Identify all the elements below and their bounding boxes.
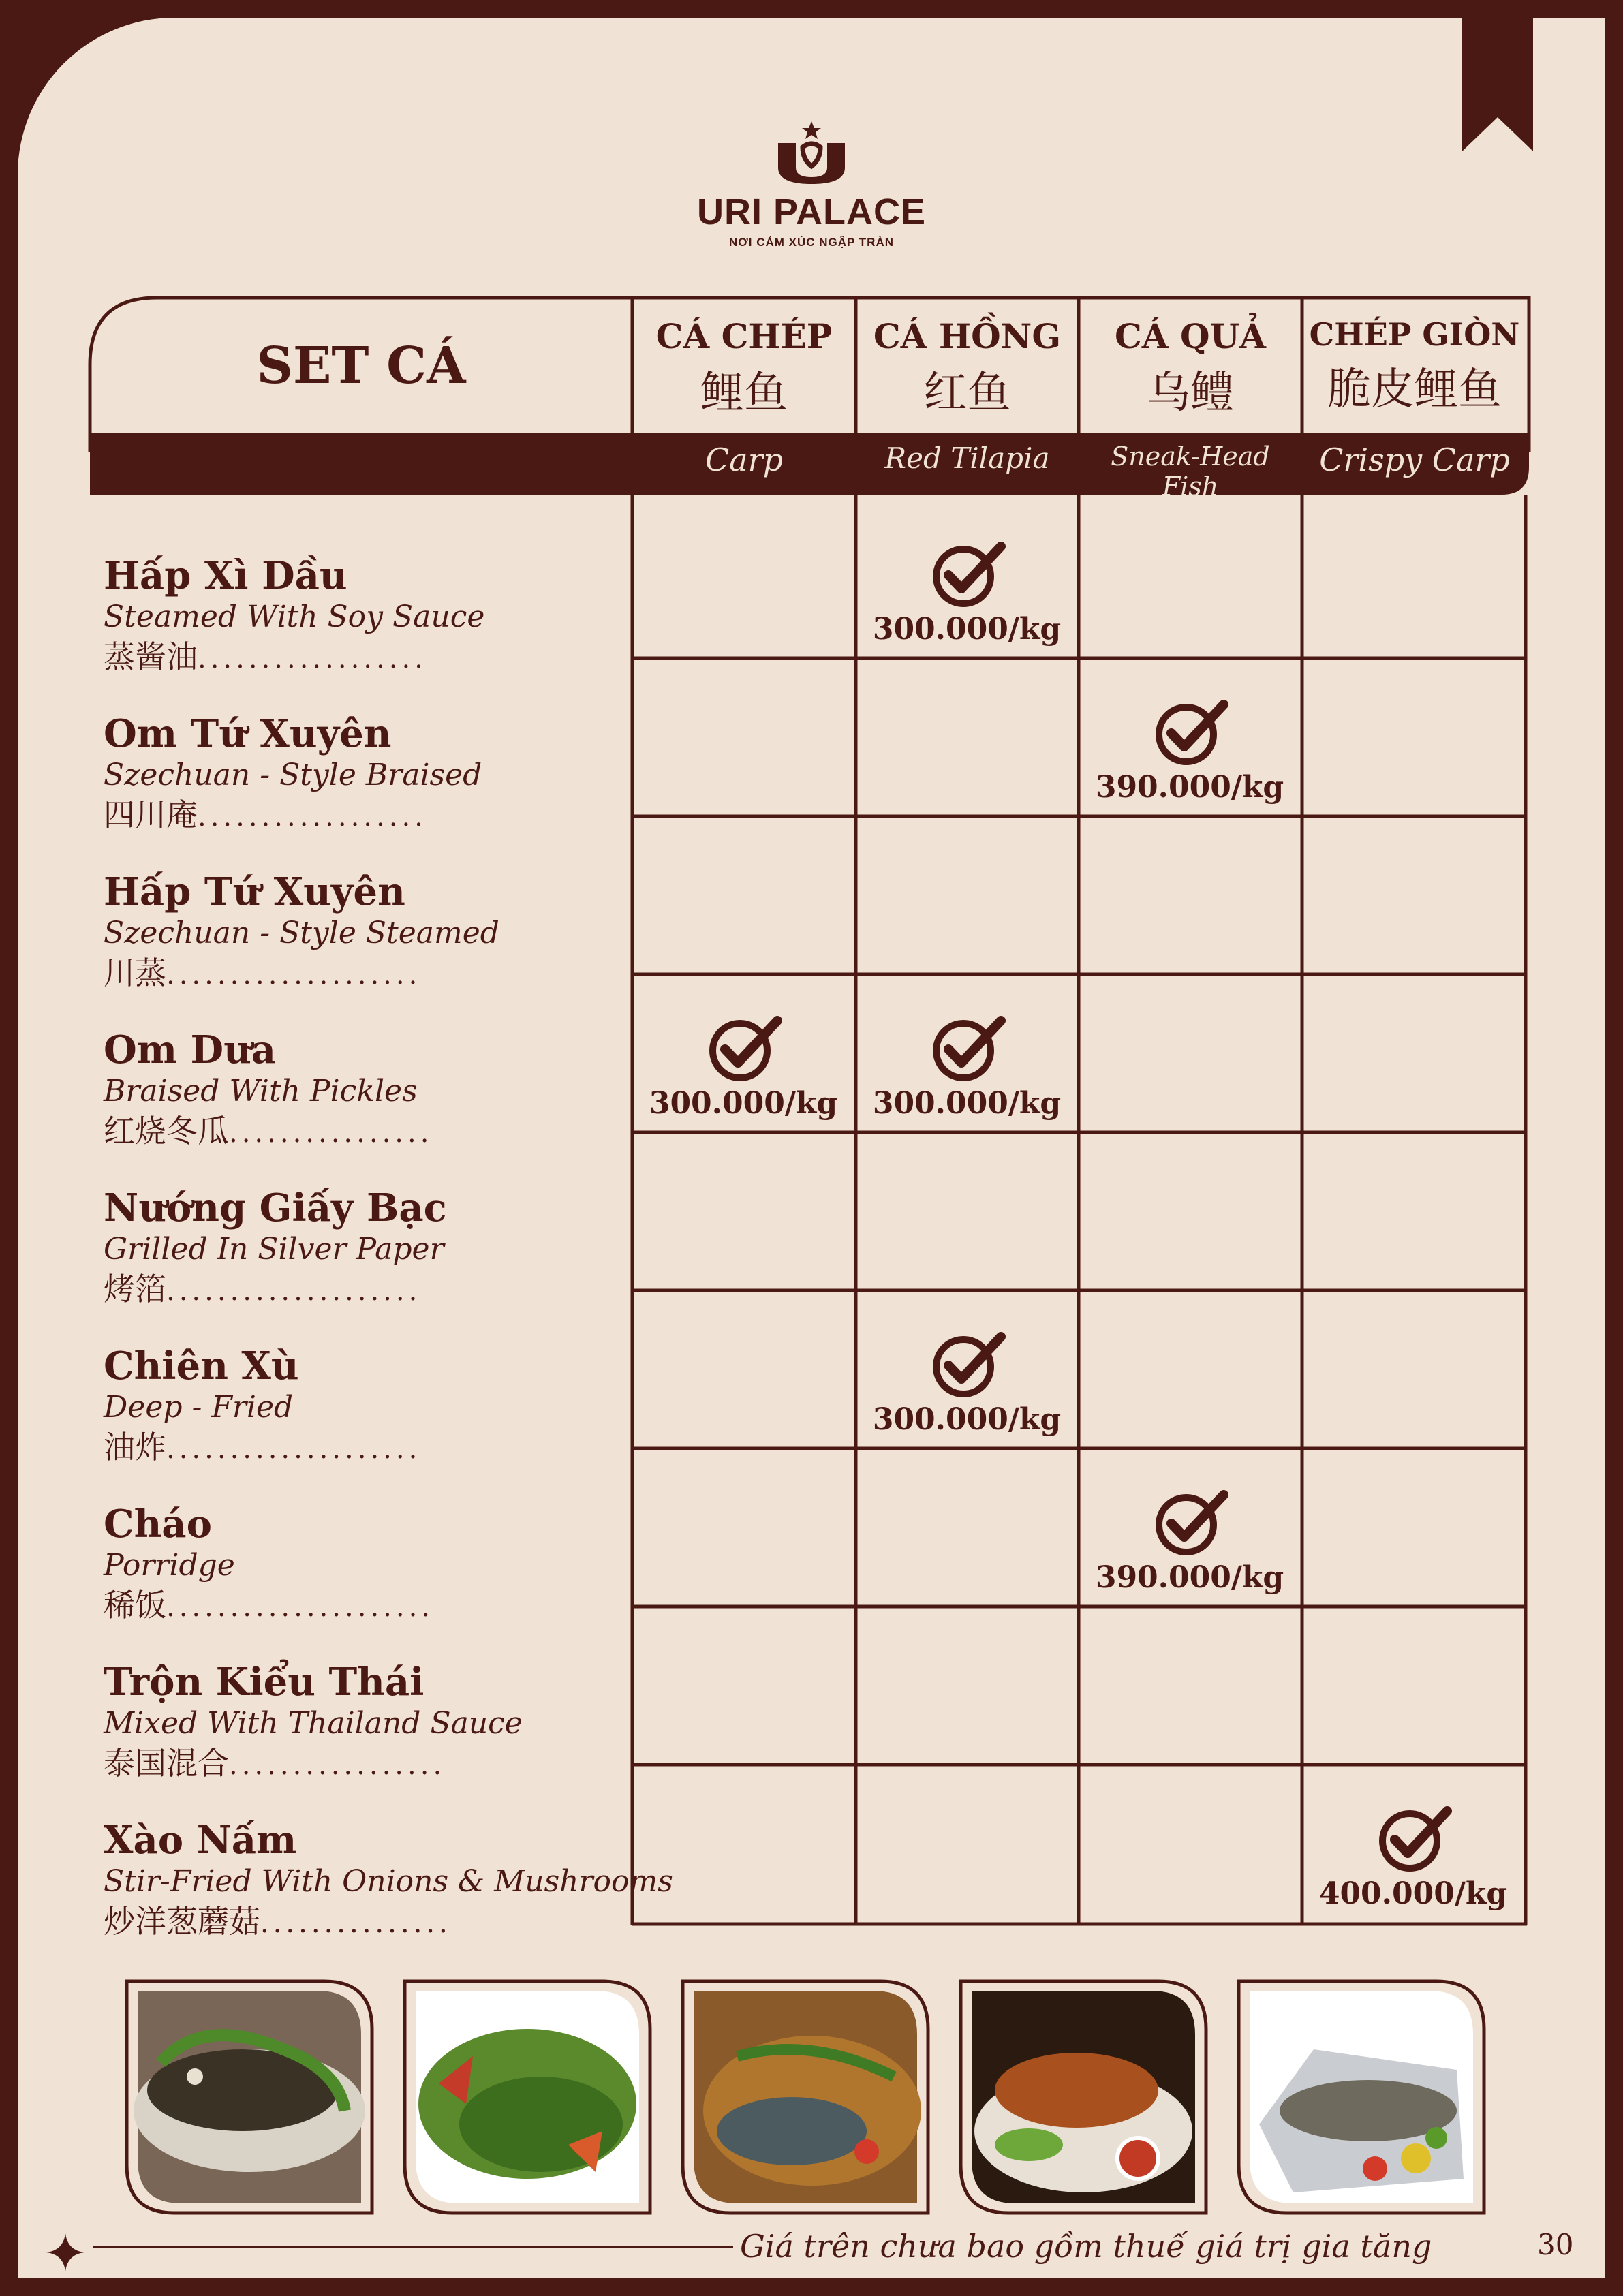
check-icon xyxy=(702,1015,784,1083)
column-cn-label: 乌鳢 xyxy=(1147,368,1234,418)
column-header-carp xyxy=(632,316,856,420)
dish-row xyxy=(104,553,642,679)
column-en-label: Red Tilapia xyxy=(884,441,1050,475)
dish-row xyxy=(104,1185,642,1312)
column-vn-label: CÁ CHÉP xyxy=(655,316,833,356)
price-label: 300.000/kg xyxy=(872,612,1062,647)
page-title: SET CÁ xyxy=(256,337,466,395)
dish-name-cn: 稀饭..................... xyxy=(104,1587,435,1624)
dish-name-en: Szechuan - Style Steamed xyxy=(104,916,499,950)
column-cn-label: 鲤鱼 xyxy=(700,368,788,418)
dish-row xyxy=(104,869,642,995)
dish-name-en: Mixed With Thailand Sauce xyxy=(104,1706,523,1741)
food-photo-foil-fish xyxy=(1232,1974,1491,2220)
column-vn-label: CÁ QUẢ xyxy=(1115,316,1266,356)
column-vn-label: CHÉP GIÒN xyxy=(1309,316,1520,353)
price-cell xyxy=(1079,1489,1301,1595)
column-cn-label: 脆皮鲤鱼 xyxy=(1327,364,1502,415)
dish-name-en: Grilled In Silver Paper xyxy=(104,1232,444,1267)
dish-name-vn: Om Dưa xyxy=(104,1027,277,1072)
dish-row xyxy=(104,1344,642,1470)
price-label: 390.000/kg xyxy=(1095,1560,1284,1595)
food-photo-steamed-carp xyxy=(120,1974,379,2220)
dish-row xyxy=(104,1027,642,1153)
check-icon xyxy=(1372,1805,1454,1874)
dish-name-vn: Trộn Kiểu Thái xyxy=(104,1660,424,1705)
price-label: 300.000/kg xyxy=(872,1402,1062,1437)
dish-name-cn: 烤箔.................... xyxy=(104,1271,422,1307)
check-icon xyxy=(926,1331,1008,1399)
sparkle-icon xyxy=(46,2233,84,2271)
price-label: 400.000/kg xyxy=(1318,1876,1508,1911)
dish-name-vn: Cháo xyxy=(104,1502,212,1547)
table-title-cell xyxy=(90,298,632,434)
check-icon xyxy=(926,1015,1008,1083)
column-cn-label: 红鱼 xyxy=(923,368,1011,418)
price-cell xyxy=(856,1331,1078,1437)
menu-page xyxy=(18,18,1605,2278)
dish-name-vn: Chiên Xù xyxy=(104,1344,299,1389)
dish-name-cn: 泰国混合................. xyxy=(104,1745,446,1782)
brand-tagline: NƠI CẢM XÚC NGẬP TRÀN xyxy=(728,236,895,249)
price-cell xyxy=(632,1015,854,1121)
price-label: 300.000/kg xyxy=(872,1086,1062,1121)
brand-name: URI PALACE xyxy=(696,191,926,232)
dish-name-cn: 油炸.................... xyxy=(104,1429,422,1465)
column-header-red-tilapia xyxy=(856,316,1079,420)
vat-footnote: Giá trên chưa bao gồm thuế giá trị gia tăng xyxy=(740,2228,1432,2265)
dish-name-en: Deep - Fried xyxy=(104,1390,294,1425)
dish-row xyxy=(104,711,642,837)
column-en-label: Crispy Carp xyxy=(1319,441,1510,478)
dish-row xyxy=(104,1502,642,1628)
price-cell xyxy=(1302,1805,1524,1911)
dish-row xyxy=(104,1818,673,1944)
column-en-label: Sneak-Head Fish xyxy=(1111,441,1270,501)
dish-name-cn: 四川庵.................. xyxy=(104,796,427,833)
column-header-snakehead xyxy=(1079,316,1302,420)
price-cell xyxy=(1079,699,1301,805)
column-vn-label: CÁ HỒNG xyxy=(873,316,1062,356)
food-photo-braised-fish xyxy=(676,1974,935,2220)
dish-name-vn: Nướng Giấy Bạc xyxy=(104,1185,447,1230)
dish-name-vn: Hấp Tứ Xuyên xyxy=(104,869,405,914)
dish-name-cn: 川蒸.................... xyxy=(104,955,422,991)
dish-name-cn: 炒洋葱蘑菇............... xyxy=(104,1903,452,1940)
dish-name-vn: Hấp Xì Dầu xyxy=(104,553,347,598)
dish-name-en: Stir-Fried With Onions & Mushrooms xyxy=(104,1864,673,1899)
dish-name-cn: 红烧冬瓜................ xyxy=(104,1113,433,1149)
page-number: 30 xyxy=(1537,2228,1574,2261)
food-photo-fried-fish xyxy=(954,1974,1213,2220)
food-photo-herb-fish xyxy=(398,1974,657,2220)
check-icon xyxy=(1149,699,1231,767)
price-cell xyxy=(856,541,1078,647)
footer-divider xyxy=(93,2246,733,2248)
dish-name-vn: Xào Nấm xyxy=(104,1818,297,1863)
check-icon xyxy=(1149,1489,1231,1557)
check-icon xyxy=(926,541,1008,609)
dish-row xyxy=(104,1660,642,1786)
dish-name-vn: Om Tứ Xuyên xyxy=(104,711,392,756)
dish-name-en: Porridge xyxy=(104,1548,235,1583)
dish-name-en: Braised With Pickles xyxy=(104,1074,418,1108)
price-cell xyxy=(856,1015,1078,1121)
price-label: 390.000/kg xyxy=(1095,770,1284,805)
price-label: 300.000/kg xyxy=(649,1086,838,1121)
column-en-label: Carp xyxy=(705,441,784,478)
dish-name-cn: 蒸酱油.................. xyxy=(104,638,427,675)
column-header-crispy-carp xyxy=(1302,316,1527,417)
dish-name-en: Szechuan - Style Braised xyxy=(104,758,482,792)
dish-name-en: Steamed With Soy Sauce xyxy=(104,600,485,634)
